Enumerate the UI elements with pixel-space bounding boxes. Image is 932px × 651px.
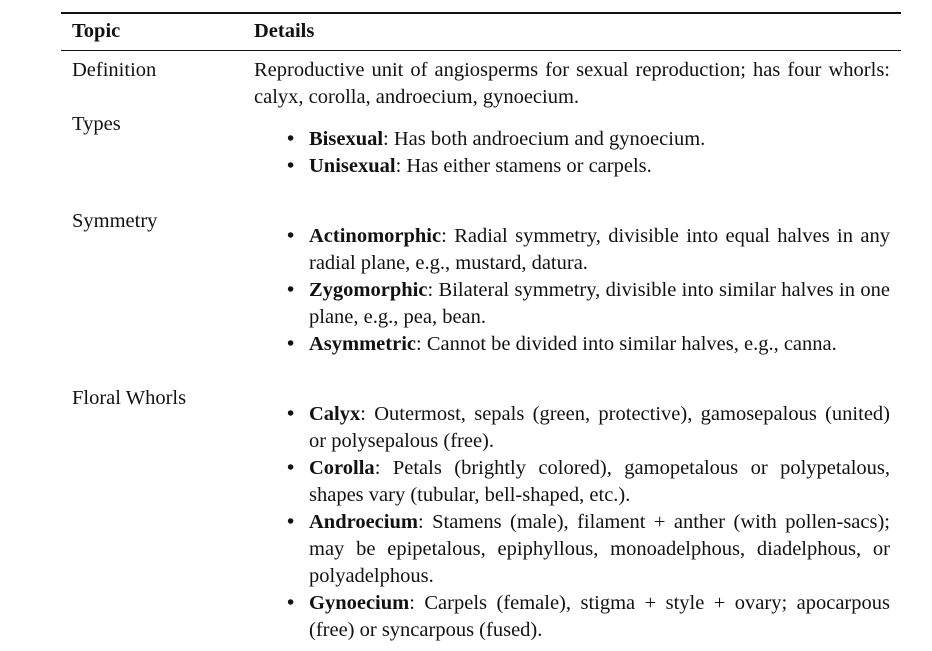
list-item-desc: : Stamens (male), filament + anther (with pollen-sacs); may be epipetalous, epiphyllous, monoadelphous, diadelphous, or polyadelphous. xyxy=(309,511,890,587)
list-item-term: Asymmetric xyxy=(309,333,417,355)
bullet-icon: • xyxy=(287,457,295,479)
list-item xyxy=(253,277,890,331)
row-details-floral-whorls xyxy=(254,401,890,644)
bullet-icon: • xyxy=(287,403,295,425)
bullet-icon: • xyxy=(287,225,295,247)
list-item-desc: : Bilateral symmetry, divisible into similar halves in one plane, e.g., pea, bean. xyxy=(309,279,890,328)
header-topic: Topic xyxy=(72,20,121,42)
list-item-term: Calyx xyxy=(309,403,361,425)
list-item-desc: : Has both androecium and gynoecium. xyxy=(383,128,706,150)
list-item-term: Bisexual xyxy=(309,128,384,150)
bullet-icon: • xyxy=(287,333,295,355)
row-topic-types: Types xyxy=(72,113,121,135)
row-topic-floral-whorls: Floral Whorls xyxy=(72,387,187,409)
list-item xyxy=(253,455,890,509)
bullet-icon: • xyxy=(287,511,295,533)
bullet-icon: • xyxy=(287,155,295,177)
list-item xyxy=(253,126,890,153)
symmetry-list xyxy=(254,223,890,358)
list-item-desc: : Petals (brightly colored), gamopetalous or polypetalous, shapes vary (tubular, bell-shaped, etc.). xyxy=(309,457,890,506)
row-topic-definition: Definition xyxy=(72,59,157,81)
list-item-term: Corolla xyxy=(309,457,375,479)
list-item-desc: : Radial symmetry, divisible into equal halves in any radial plane, e.g., mustard, datura. xyxy=(309,225,890,274)
list-item-desc: : Has either stamens or carpels. xyxy=(395,155,652,177)
list-item xyxy=(253,509,890,590)
table-top-rule xyxy=(61,12,901,14)
list-item xyxy=(253,331,890,358)
list-item-desc: : Carpels (female), stigma + style + ovary; apocarpous (free) or syncarpous (fused). xyxy=(309,592,890,641)
table-header-rule xyxy=(61,50,901,51)
header-details: Details xyxy=(254,20,315,42)
list-item-desc: : Cannot be divided into similar halves, e.g., canna. xyxy=(416,333,837,355)
row-details-definition: Reproductive unit of angiosperms for sexual reproduction; has four whorls: calyx, corolla, androecium, gynoecium. xyxy=(254,59,890,108)
list-item-term: Zygomorphic xyxy=(309,279,428,301)
list-item-term: Actinomorphic xyxy=(309,225,442,247)
bullet-icon: • xyxy=(287,128,295,150)
list-item-term: Androecium xyxy=(309,511,418,533)
list-item xyxy=(253,153,890,180)
row-details-symmetry xyxy=(254,223,890,358)
list-item xyxy=(253,590,890,644)
list-item-term: Unisexual xyxy=(309,155,396,177)
bullet-icon: • xyxy=(287,279,295,301)
row-details-types xyxy=(254,126,890,180)
bullet-icon: • xyxy=(287,592,295,614)
row-topic-symmetry: Symmetry xyxy=(72,210,158,232)
list-item xyxy=(253,223,890,277)
types-list xyxy=(254,126,890,180)
list-item xyxy=(253,401,890,455)
floral-whorls-list xyxy=(254,401,890,644)
list-item-term: Gynoecium xyxy=(309,592,410,614)
list-item-desc: : Outermost, sepals (green, protective), gamosepalous (united) or polysepalous (free). xyxy=(309,403,890,452)
